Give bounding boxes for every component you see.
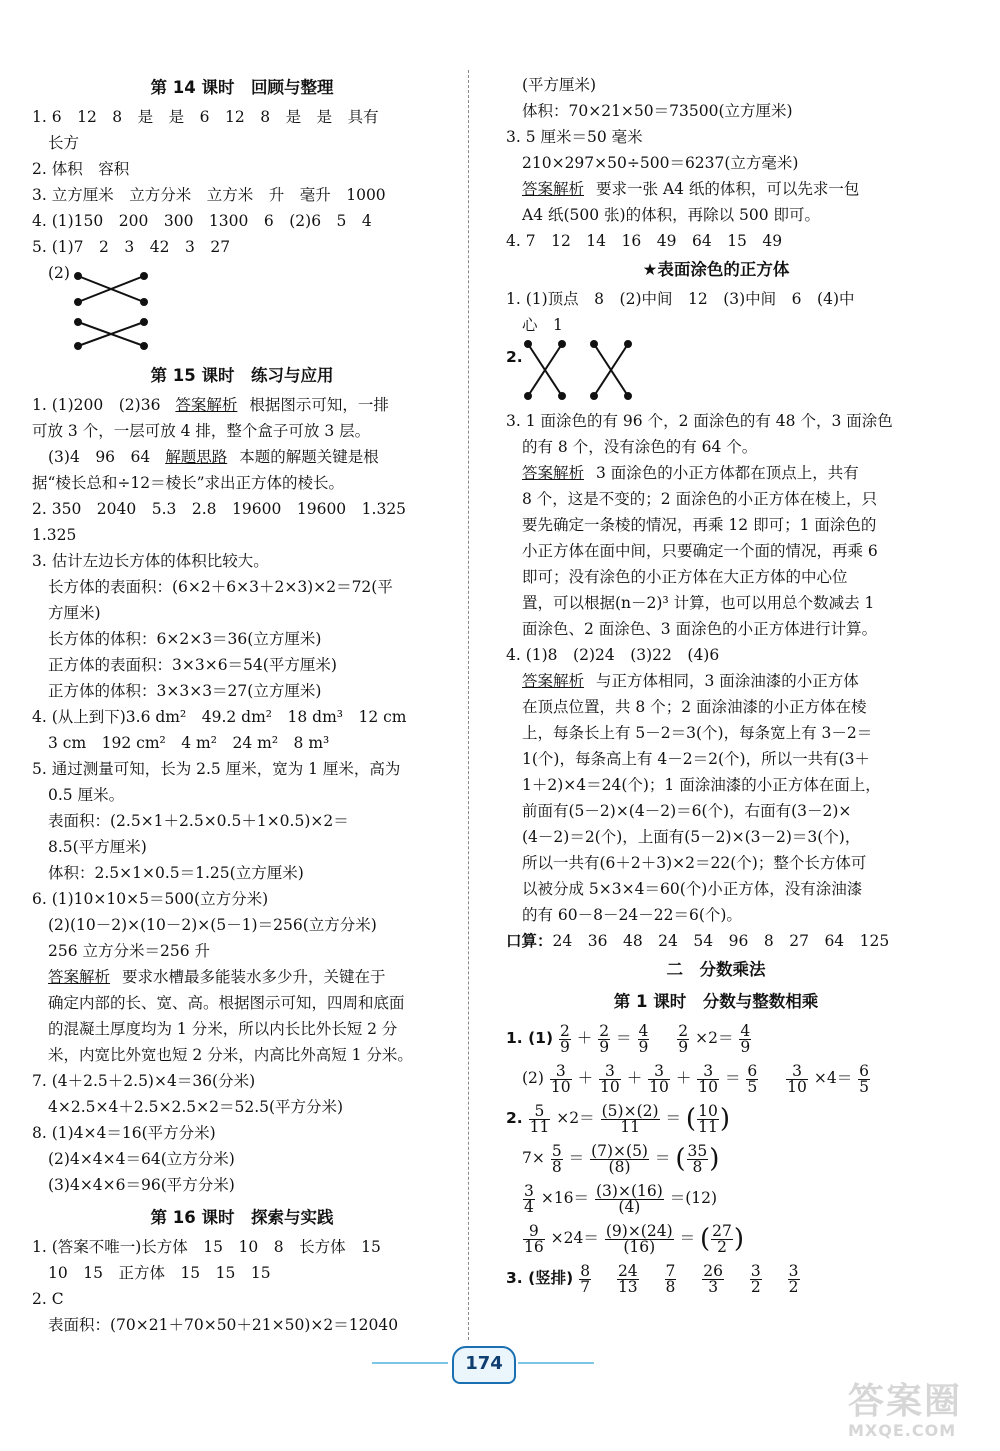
- answer-line: 可放 3 个，一层可放 4 排，整个盒子可放 3 层。: [32, 422, 371, 440]
- denominator: 9: [559, 1037, 570, 1056]
- operator: ×: [813, 1069, 827, 1087]
- denominator: 2: [717, 1237, 727, 1256]
- number: 24: [563, 1229, 584, 1247]
- numerator: 27: [712, 1221, 732, 1240]
- denominator: 10: [550, 1077, 571, 1096]
- answer-line: [32, 392, 452, 418]
- fraction: [601, 1101, 660, 1136]
- answer-text: (3)4 96 64: [48, 448, 151, 466]
- operator: ＝: [579, 1109, 595, 1127]
- denominator: 10: [787, 1077, 807, 1096]
- section-title: 第 16 课时 探索与实践: [150, 1208, 334, 1227]
- denominator: 4: [524, 1197, 534, 1216]
- answer-line: 以被分成 5×3×4＝60(个)小正方体，没有涂油漆: [522, 880, 863, 898]
- operator: ＝: [679, 1229, 696, 1247]
- numerator: 3: [550, 1064, 572, 1080]
- number: 4: [826, 1069, 837, 1087]
- denominator: 8: [551, 1157, 562, 1176]
- numerator: 6: [747, 1061, 758, 1080]
- numerator: (9)×(24): [605, 1221, 673, 1240]
- denominator: 2: [788, 1277, 799, 1296]
- question-number: 1. (1): [506, 1029, 554, 1047]
- fraction-line: [506, 1018, 926, 1058]
- open-paren: (: [700, 1224, 711, 1254]
- fraction: [599, 1061, 621, 1096]
- denominator: 9: [678, 1037, 689, 1056]
- section-title: ★表面涂色的正方体: [642, 260, 790, 279]
- close-paren: ): [733, 1224, 745, 1254]
- question-number: 2.: [506, 1109, 523, 1127]
- answer-line: [506, 668, 926, 694]
- number: 16: [553, 1189, 574, 1207]
- answer-line: 长方: [48, 134, 80, 152]
- answer-line: 4. (1)8 (2)24 (3)22 (4)6: [506, 646, 720, 664]
- answer-line: 要先确定一条棱的情况，再乘 12 即可；1 面涂色的: [522, 516, 877, 534]
- sub-question-number: (2): [522, 1069, 544, 1087]
- operator: ×: [531, 1149, 545, 1167]
- answer-analysis-tag: 答案解析: [522, 180, 585, 198]
- oral-calc-label: 口算：: [506, 932, 553, 950]
- numerator: 3: [524, 1181, 534, 1200]
- denominator: (8): [608, 1157, 631, 1176]
- answer-line: 方厘米): [48, 604, 101, 622]
- fraction: [858, 1061, 870, 1096]
- answer-line: 1. (1)顶点 8 (2)中间 12 (3)中间 6 (4)中: [506, 290, 855, 308]
- answer-line: 1. (答案不唯一)长方体 15 10 8 长方体 15: [32, 1238, 381, 1256]
- answer-line: 米，内宽比外宽也短 2 分米，内高比外高短 1 分米。: [48, 1046, 413, 1064]
- fraction: [529, 1101, 551, 1136]
- question-number: 3. (竖排): [506, 1269, 574, 1287]
- fraction: [638, 1021, 650, 1056]
- numerator: 2: [559, 1021, 570, 1040]
- numerator: (3)×(16): [596, 1181, 663, 1200]
- operator: ＝: [654, 1149, 671, 1167]
- fraction: [648, 1061, 670, 1096]
- answer-text: 根据图示可知，一排: [249, 396, 389, 414]
- fraction-line: [506, 1138, 926, 1178]
- fraction: [697, 1061, 719, 1096]
- watermark-text: 答案圈: [848, 1381, 963, 1422]
- fraction: [523, 1221, 545, 1256]
- answer-line: 体积：70×21×50＝73500(立方厘米): [522, 102, 793, 120]
- answer-line: 长方体的体积：6×2×3＝36(立方厘米): [48, 630, 322, 648]
- fraction: [605, 1221, 674, 1256]
- answer-line: [32, 964, 452, 990]
- answer-line: 3. 立方厘米 立方分米 立方米 升 毫升 1000: [32, 186, 386, 204]
- operator: ×: [556, 1109, 570, 1127]
- answer-text: 与正方体相同，3 面涂油漆的小正方体: [596, 672, 859, 690]
- solution-idea-tag: 解题思路: [165, 448, 228, 466]
- denominator: 9: [638, 1037, 649, 1056]
- answer-line: 4. (从上到下)3.6 dm² 49.2 dm² 18 dm³ 12 cm: [32, 708, 407, 726]
- operator: ＝: [665, 1109, 681, 1127]
- answer-line: 心 1: [522, 316, 563, 334]
- operator: ×: [550, 1229, 564, 1247]
- fraction: [746, 1061, 758, 1096]
- numerator: 4: [740, 1021, 751, 1040]
- answer-line: 体积：2.5×1×0.5＝1.25(立方厘米): [48, 864, 304, 882]
- denominator: 16: [524, 1237, 544, 1256]
- numerator: 26: [703, 1261, 724, 1280]
- fraction-line: [506, 1058, 926, 1098]
- operator: ＝: [568, 1149, 585, 1167]
- oral-calc-line: [506, 928, 926, 954]
- answer-line: 6. (1)10×10×5＝500(立方分米): [32, 890, 269, 908]
- answer-line: 面涂色、2 面涂色、3 面涂色的小正方体进行计算。: [522, 620, 878, 638]
- denominator: (16): [623, 1237, 656, 1256]
- answer-line: (2): [48, 264, 70, 282]
- answer-line: 3. 1 面涂色的有 96 个，2 面涂色的有 48 个，3 面涂色: [506, 412, 893, 430]
- answer-line: [506, 460, 926, 486]
- answer-line: 1(个)，每条高上有 4－2＝2(个)，所以一共有(3＋: [522, 750, 870, 768]
- answer-analysis-tag: 答案解析: [522, 464, 585, 482]
- fraction: [677, 1021, 689, 1056]
- numerator: 3: [786, 1064, 808, 1080]
- numerator: 2: [678, 1021, 689, 1040]
- numerator: (5)×(2): [601, 1101, 659, 1120]
- answer-line: 10 15 正方体 15 15 15: [48, 1264, 271, 1282]
- answer-analysis-tag: 答案解析: [175, 396, 238, 414]
- operator: ＋: [577, 1069, 594, 1087]
- fraction: [617, 1261, 639, 1296]
- answer-line: 210×297×50÷500＝6237(立方毫米): [522, 154, 799, 172]
- fraction: [702, 1261, 724, 1296]
- answer-line: 5. (1)7 2 3 42 3 27: [32, 238, 231, 256]
- numerator: 3: [599, 1064, 621, 1080]
- fraction: [665, 1261, 677, 1296]
- denominator: 8: [665, 1277, 676, 1296]
- denominator: 3: [708, 1277, 719, 1296]
- fraction: [687, 1141, 709, 1176]
- answer-line: 在顶点位置，共 8 个；2 面涂油漆的小正方体在棱: [522, 698, 867, 716]
- number: 2: [708, 1029, 718, 1047]
- answer-line: 3 cm 192 cm² 4 m² 24 m² 8 m³: [48, 734, 330, 752]
- operator: ＝: [836, 1069, 853, 1087]
- numerator: 5: [551, 1141, 562, 1160]
- fraction-line: [506, 1178, 926, 1218]
- answer-line: 表面积：(70×21＋70×50＋21×50)×2＝12040: [48, 1316, 399, 1334]
- answer-text: 本题的解题关键是根: [239, 448, 379, 466]
- answer-line: 正方体的体积：3×3×3＝27(立方厘米): [48, 682, 322, 700]
- operator: ＋: [576, 1029, 593, 1047]
- answer-line: 5. 通过测量可知，长为 2.5 厘米，宽为 1 厘米，高为: [32, 760, 401, 778]
- answer-line: 256 立方分米＝256 升: [48, 942, 211, 960]
- answer-line: 4×2.5×4＋2.5×2.5×2＝52.5(平方分米): [48, 1098, 344, 1116]
- operator: ＝: [573, 1189, 590, 1207]
- answer-line: 8 个，这是不变的；2 面涂色的小正方体在棱上，只: [522, 490, 878, 508]
- answer-line: 1. 6 12 8 是 是 6 12 8 是 是 具有: [32, 108, 379, 126]
- answer-line: 0.5 厘米。: [48, 786, 125, 804]
- answer-blank: (12): [685, 1189, 718, 1207]
- answer-text: 1. (1)200 (2)36: [32, 396, 161, 414]
- numerator: 3: [750, 1261, 761, 1280]
- fraction: [786, 1061, 808, 1096]
- matching-lines-icon: [72, 272, 212, 352]
- number: 7: [522, 1149, 532, 1167]
- footer-rule-left: [372, 1362, 448, 1364]
- operator: ＋: [675, 1069, 692, 1087]
- answer-line: (2)(10－2)×(10－2)×(5－1)＝256(立方分米): [48, 916, 377, 934]
- answer-line: 4. 7 12 14 16 49 64 15 49: [506, 232, 783, 250]
- fraction: [595, 1181, 664, 1216]
- numerator: 8: [580, 1261, 591, 1280]
- answer-analysis-tag: 答案解析: [522, 672, 585, 690]
- numerator: 3: [648, 1064, 670, 1080]
- numerator: 35: [687, 1141, 708, 1160]
- denominator: 9: [599, 1037, 610, 1056]
- numerator: 4: [638, 1021, 649, 1040]
- fraction-line: [506, 1098, 926, 1138]
- answer-line: 8.5(平方厘米): [48, 838, 147, 856]
- answer-line: 所以一共有(6＋2＋3)×2＝22(个)；整个长方体可: [522, 854, 867, 872]
- answer-line: 据“棱长总和÷12＝棱长”求出正方体的棱长。: [32, 474, 345, 492]
- answer-line: 2. C: [32, 1290, 64, 1308]
- fraction: [739, 1021, 751, 1056]
- answer-text: 要求水槽最多能装水多少升，关键在于: [122, 968, 386, 986]
- number: 2: [569, 1109, 580, 1127]
- answer-line: (2)4×4×4＝64(立方分米): [48, 1150, 235, 1168]
- denominator: 5: [747, 1077, 758, 1096]
- open-paren: (: [675, 1144, 686, 1174]
- watermark-url: MXQE.COM: [848, 1421, 957, 1440]
- answer-line: 长方体的表面积：(6×2＋6×3＋2×3)×2＝72(平: [48, 578, 393, 596]
- answer-line: 确定内部的长、宽、高。根据图示可知，四周和底面: [48, 994, 405, 1012]
- footer-rule-right: [518, 1362, 594, 1364]
- answer-line: 即可；没有涂色的小正方体在大正方体的中心位: [522, 568, 848, 586]
- section-title: 第 1 课时 分数与整数相乘: [613, 992, 819, 1011]
- column-divider: [468, 70, 469, 1340]
- numerator: 7: [665, 1261, 676, 1280]
- answer-line: (3)4×4×6＝96(平方分米): [48, 1176, 235, 1194]
- fraction: [523, 1181, 535, 1216]
- page-footer: [0, 1342, 1000, 1382]
- fraction-line: [506, 1258, 926, 1298]
- numerator: 3: [697, 1064, 719, 1080]
- numerator: 9: [523, 1224, 545, 1240]
- denominator: 13: [617, 1277, 638, 1296]
- numerator: (7)×(5): [591, 1141, 648, 1160]
- denominator: 8: [692, 1157, 703, 1176]
- question-number: 2.: [506, 348, 523, 366]
- denominator: 5: [859, 1077, 870, 1096]
- answer-analysis-tag: 答案解析: [48, 968, 111, 986]
- denominator: 11: [529, 1117, 550, 1136]
- answer-line: 的混凝土厚度均为 1 分米，所以内长比外长短 2 分: [48, 1020, 398, 1038]
- matching-diagram: [506, 338, 926, 408]
- answer-line: 8. (1)4×4＝16(平方分米): [32, 1124, 216, 1142]
- operator: ＋: [626, 1069, 643, 1087]
- operator: ×: [695, 1029, 709, 1047]
- oral-calc-values: 24 36 48 24 54 96 8 27 64 125: [552, 932, 890, 950]
- answer-line: [32, 444, 452, 470]
- fraction: [559, 1021, 571, 1056]
- answer-text: 3 面涂色的小正方体都在顶点上，共有: [596, 464, 859, 482]
- denominator: 9: [740, 1037, 751, 1056]
- section-title: 第 14 课时 回顾与整理: [150, 78, 334, 97]
- denominator: 2: [750, 1277, 761, 1296]
- close-paren: ): [719, 1104, 730, 1134]
- denominator: 7: [580, 1277, 591, 1296]
- answer-line: 置，可以根据(n－2)³ 计算，也可以用总个数减去 1: [522, 594, 875, 612]
- numerator: 5: [529, 1104, 551, 1120]
- denominator: 11: [698, 1117, 718, 1136]
- fraction: [711, 1221, 733, 1256]
- operator: ＝: [724, 1069, 741, 1087]
- fraction: [750, 1261, 762, 1296]
- numerator: 24: [617, 1261, 638, 1280]
- answer-line: 3. 估计左边长方体的体积比较大。: [32, 552, 269, 570]
- answer-line: 1.325: [32, 526, 77, 544]
- numerator: 6: [859, 1061, 870, 1080]
- fraction: [697, 1101, 719, 1136]
- answer-line: 小正方体在面中间，只要确定一个面的情况，再乘 6: [522, 542, 878, 560]
- operator: ＝: [669, 1189, 686, 1207]
- answer-line: [506, 176, 926, 202]
- left-column: [32, 72, 452, 1338]
- answer-line: 前面有(5－2)×(4－2)＝6(个)，右面有(3－2)×: [522, 802, 852, 820]
- fraction: [788, 1261, 800, 1296]
- answer-line: 2. 体积 容积: [32, 160, 130, 178]
- answer-line: 的有 60－8－24－22＝6(个)。: [522, 906, 742, 924]
- fraction: [551, 1141, 563, 1176]
- operator: ＝: [717, 1029, 734, 1047]
- denominator: (4): [618, 1197, 641, 1216]
- answer-line: 7. (4＋2.5＋2.5)×4＝36(分米): [32, 1072, 256, 1090]
- denominator: 11: [620, 1117, 640, 1136]
- watermark-logo: [848, 1382, 988, 1446]
- numerator: 2: [599, 1021, 610, 1040]
- fraction-line: [506, 1218, 926, 1258]
- fraction: [598, 1021, 610, 1056]
- answer-line: 的有 8 个，没有涂色的有 64 个。: [522, 438, 758, 456]
- page-number: 174: [452, 1346, 516, 1384]
- answer-line: A4 纸(500 张)的体积，再除以 500 即可。: [522, 206, 821, 224]
- answer-line: 1＋2)×4＝24(个)；1 面涂油漆的小正方体在面上，: [522, 776, 881, 794]
- numerator: 3: [788, 1261, 799, 1280]
- fraction: [579, 1261, 591, 1296]
- fraction: [550, 1061, 572, 1096]
- denominator: 10: [698, 1077, 719, 1096]
- answer-line: 3. 5 厘米＝50 毫米: [506, 128, 643, 146]
- answer-line: 表面积：(2.5×1＋2.5×0.5＋1×0.5)×2＝: [48, 812, 349, 830]
- answer-text: 要求一张 A4 纸的体积，可以先求一包: [596, 180, 860, 198]
- answer-line: 2. 350 2040 5.3 2.8 19600 19600 1.325: [32, 500, 407, 518]
- open-paren: (: [685, 1104, 697, 1134]
- numerator: 10: [698, 1101, 718, 1120]
- answer-line: (4－2)＝2(个)，上面有(5－2)×(3－2)＝3(个)，: [522, 828, 861, 846]
- unit-title: 二 分数乘法: [666, 960, 766, 979]
- answer-line: 正方体的表面积：3×3×6＝54(平方厘米): [48, 656, 337, 674]
- matching-lines-icon: [522, 338, 662, 404]
- answer-line: 上，每条长上有 5－2＝3(个)，每条宽上有 3－2＝: [522, 724, 873, 742]
- denominator: 10: [649, 1077, 669, 1096]
- operator: ＝: [616, 1029, 632, 1047]
- answer-line: (平方厘米): [522, 76, 597, 94]
- answer-line: 4. (1)150 200 300 1300 6 (2)6 5 4: [32, 212, 372, 230]
- operator: ×: [540, 1189, 554, 1207]
- operator: ＝: [583, 1229, 599, 1247]
- close-paren: ): [709, 1144, 720, 1174]
- fraction: [590, 1141, 649, 1176]
- matching-diagram: [32, 272, 452, 342]
- denominator: 10: [600, 1077, 620, 1096]
- right-column: [506, 72, 926, 1298]
- section-title: 第 15 课时 练习与应用: [150, 366, 334, 385]
